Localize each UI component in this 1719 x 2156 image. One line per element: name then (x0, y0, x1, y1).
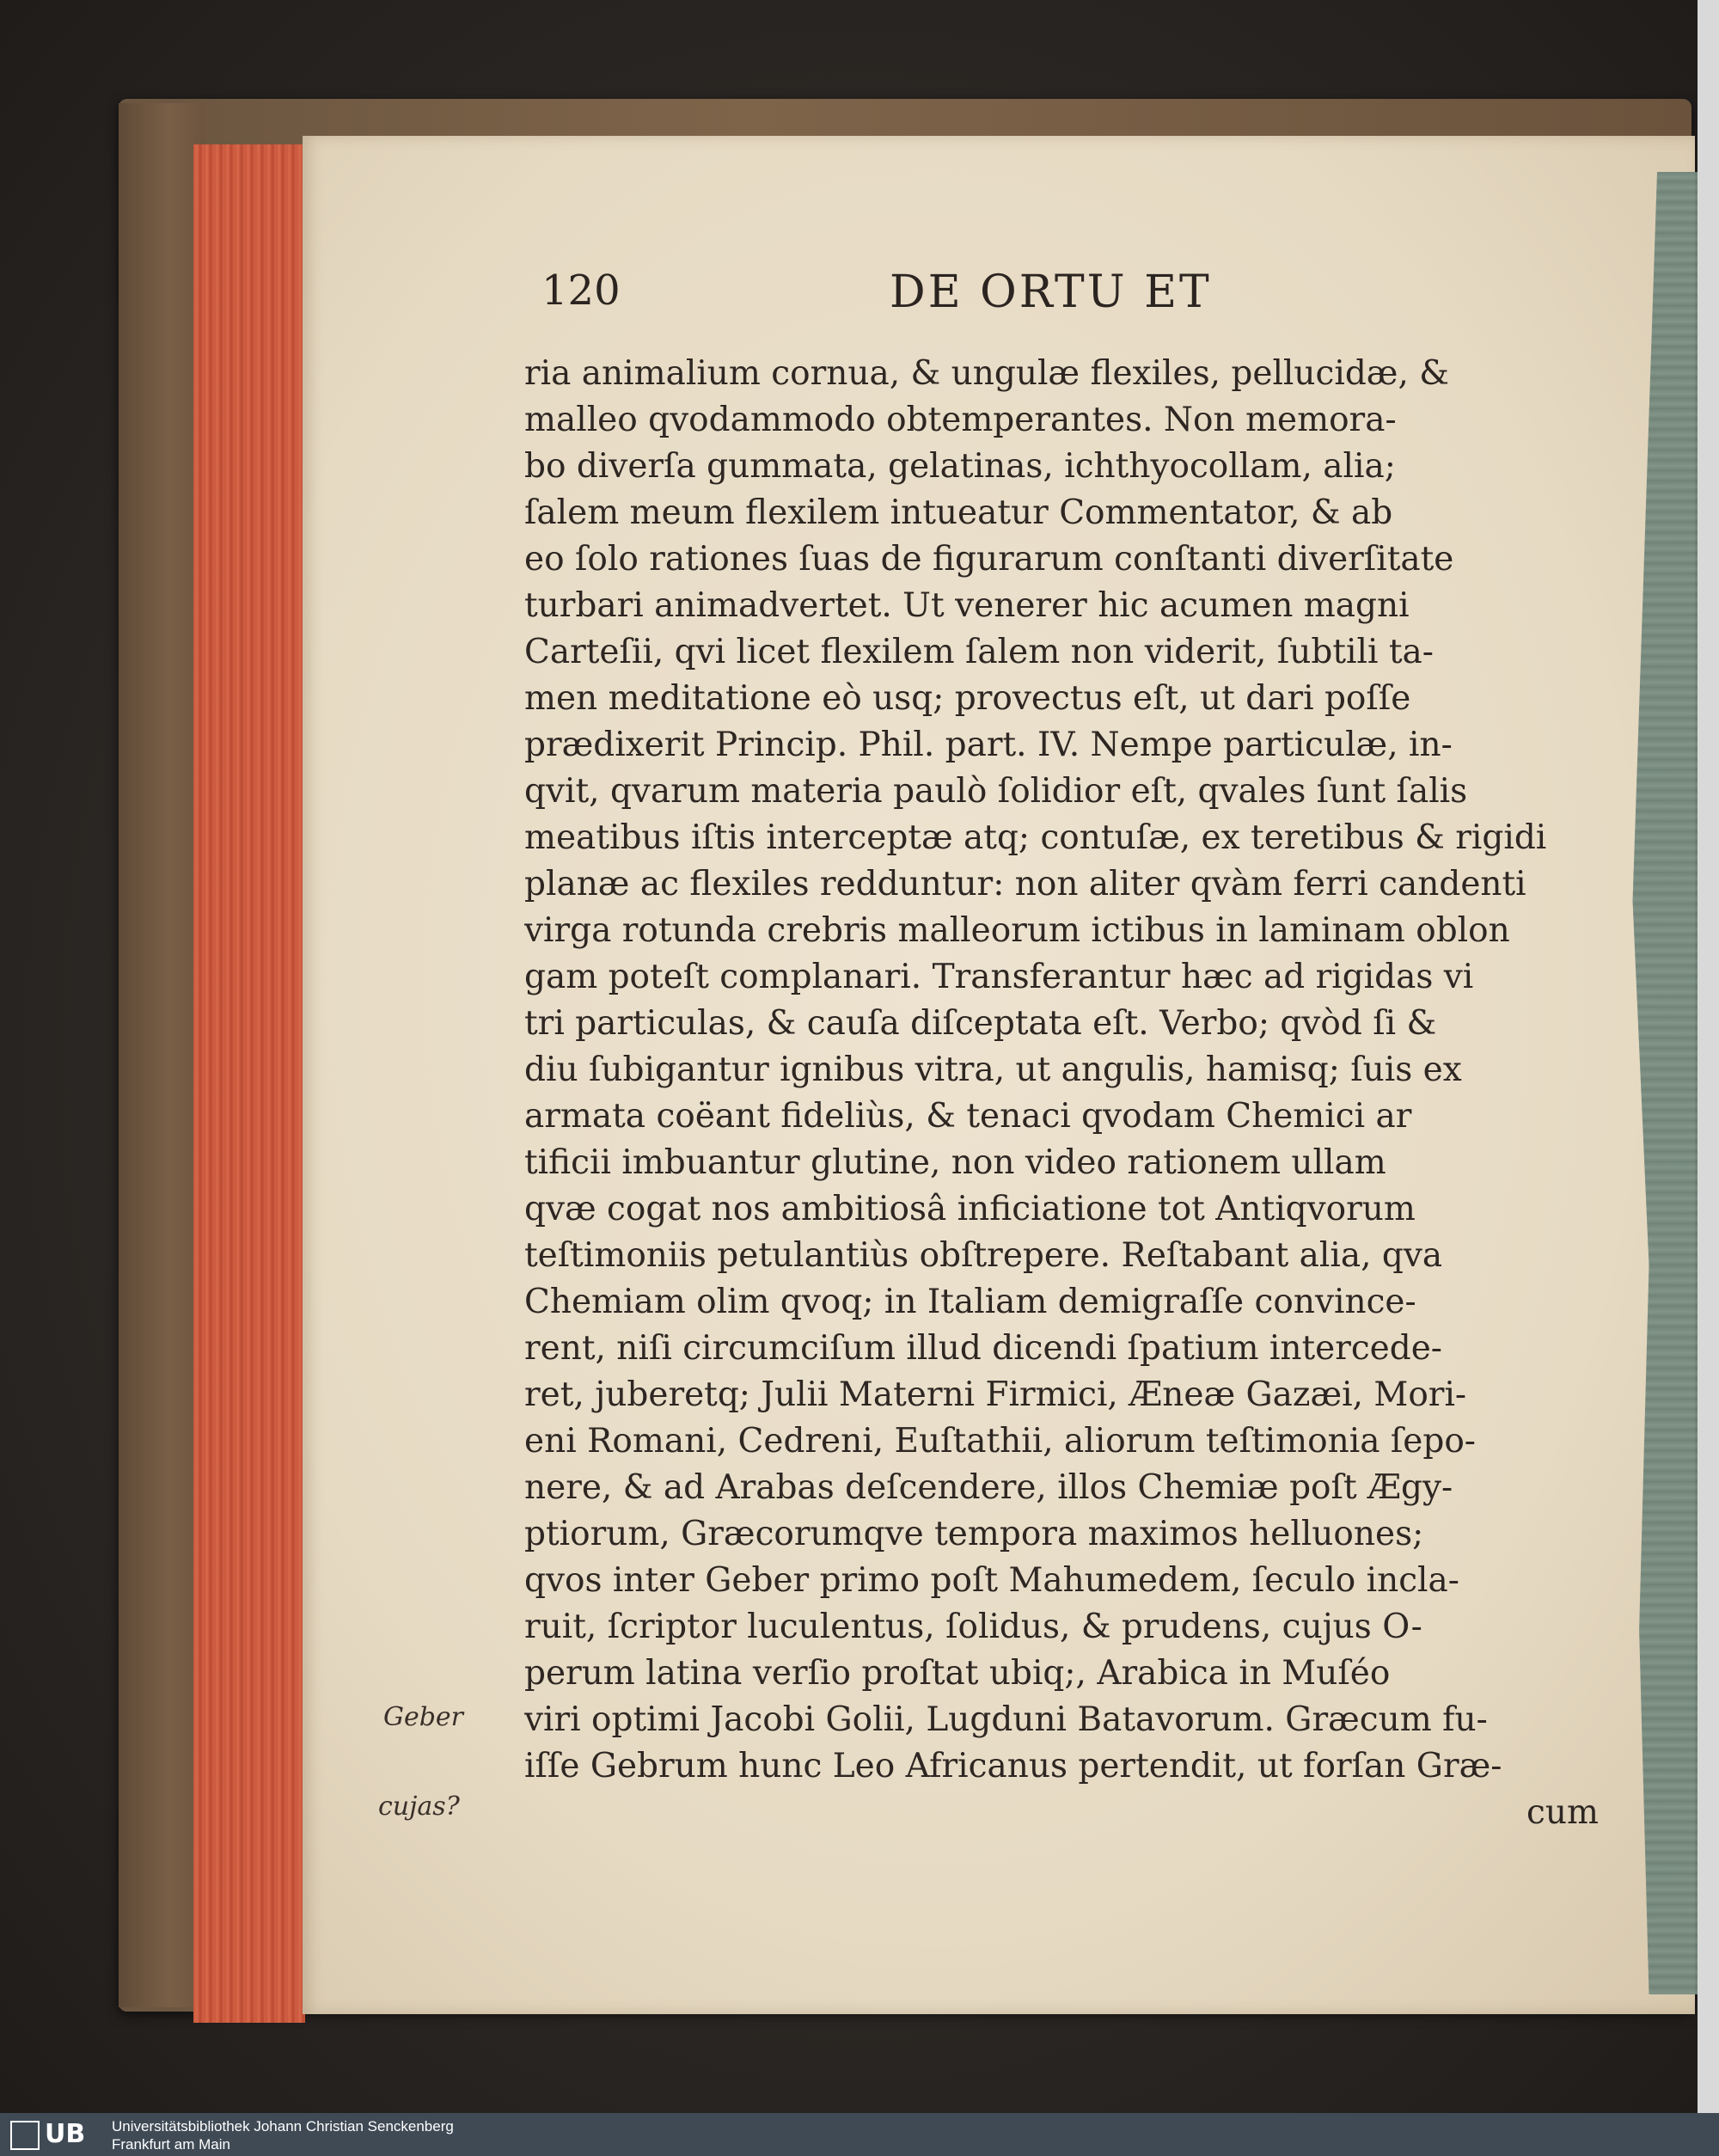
text-line: qvit, qvarum materia paulò ſolidior eſt, qvales ſunt ſalis (524, 772, 1468, 811)
text-line: bo diverſa gummata, gelatinas, ichthyocollam, alia; (524, 447, 1396, 486)
text-line: diu ſubigantur ignibus vitra, ut angulis, hamisq; ſuis ex (524, 1050, 1462, 1089)
text-line: prædixerit Princip. Phil. part. IV. Nempe particulæ, in- (524, 726, 1453, 764)
body-text (524, 351, 1599, 1836)
text-line: ptiorum, Græcorumqve tempora maximos helluones; (524, 1515, 1424, 1553)
margin-note: Geber (383, 1702, 464, 1732)
text-line: men meditatione eò usq; provectus eſt, ut dari poſſe (524, 679, 1411, 718)
text-line: qvæ cogat nos ambitiosâ inficiatione tot Antiqvorum (524, 1190, 1416, 1228)
text-line: Chemiam olim qvoq; in Italiam demigraſſe convince- (524, 1283, 1416, 1321)
text-line: gam poteſt complanari. Transferantur hæc ad rigidas vi (524, 958, 1474, 996)
text-line: ria animalium cornua, & ungulæ flexiles, pellucidæ, & (524, 354, 1449, 393)
facing-page-strip (1698, 0, 1719, 2113)
text-line: planæ ac flexiles redduntur: non aliter qvàm ferri candenti (524, 865, 1526, 903)
text-line: ſalem meum flexilem intueatur Commentator, & ab (524, 493, 1393, 532)
text-line: nere, & ad Arabas deſcendere, illos Chemiæ poſt Ægy- (524, 1468, 1453, 1507)
text-line: eo ſolo rationes ſuas de figurarum conſtanti diverſitate (524, 540, 1454, 579)
text-line: rent, niſi circumciſum illud dicendi ſpatium intercede- (524, 1329, 1442, 1368)
text-line: qvos inter Geber primo poſt Mahumedem, ſeculo incla- (524, 1561, 1459, 1600)
ub-logo (10, 2120, 93, 2149)
page-header (541, 266, 1556, 335)
text-line: ruit, ſcriptor luculentus, ſolidus, & prudens, cujus O- (524, 1608, 1422, 1646)
text-line: virga rotunda crebris malleorum ictibus in laminam oblon (524, 911, 1510, 950)
text-line: Carteſii, qvi licet flexilem ſalem non viderit, ſubtili ta- (524, 633, 1434, 671)
text-line: viri optimi Jacobi Golii, Lugduni Batavorum. Græcum fu- (524, 1700, 1488, 1739)
text-line: turbari animadvertet. Ut venerer hic acumen magni (524, 586, 1410, 625)
book-spine-edge (119, 103, 205, 2007)
ub-logo-text: UB (45, 2119, 86, 2149)
text-line: malleo qvodammodo obtemperantes. Non memora- (524, 401, 1397, 439)
text-line: meatibus iſtis interceptæ atq; contuſæ, ex teretibus & rigidi (524, 818, 1547, 857)
margin-note: cujas? (378, 1792, 460, 1822)
text-line: perum latina verſio proſtat ubiq;, Arabica in Muſéo (524, 1654, 1391, 1693)
library-location: Frankfurt am Main (112, 2136, 230, 2153)
footer-bar (0, 2113, 1719, 2156)
text-line: tificii imbuantur glutine, non video rationem ullam (524, 1143, 1386, 1182)
text-line: iſſe Gebrum hunc Leo Africanus pertendit, ut forſan Græ- (524, 1747, 1502, 1785)
red-page-edges (193, 144, 305, 2023)
text-line: teſtimoniis petulantiùs obſtrepere. Reſtabant alia, qva (524, 1236, 1443, 1275)
text-line: tri particulas, & cauſa diſceptata eſt. Verbo; qvòd ſi & (524, 1004, 1437, 1043)
text-line: eni Romani, Cedreni, Euſtathii, aliorum teſtimonia ſepo- (524, 1422, 1476, 1461)
ub-logo-mark-icon (10, 2121, 40, 2150)
library-name: Universitätsbibliothek Johann Christian Senckenberg (112, 2118, 454, 2135)
text-line: armata coëant fideliùs, & tenaci qvodam Chemici ar (524, 1097, 1412, 1136)
running-title: DE ORTU ET (890, 266, 1212, 318)
page-number: 120 (541, 266, 621, 315)
text-line: ret, juberetq; Julii Materni Firmici, Æneæ Gazæi, Mori- (524, 1375, 1467, 1414)
catchword: cum (1526, 1793, 1599, 1832)
